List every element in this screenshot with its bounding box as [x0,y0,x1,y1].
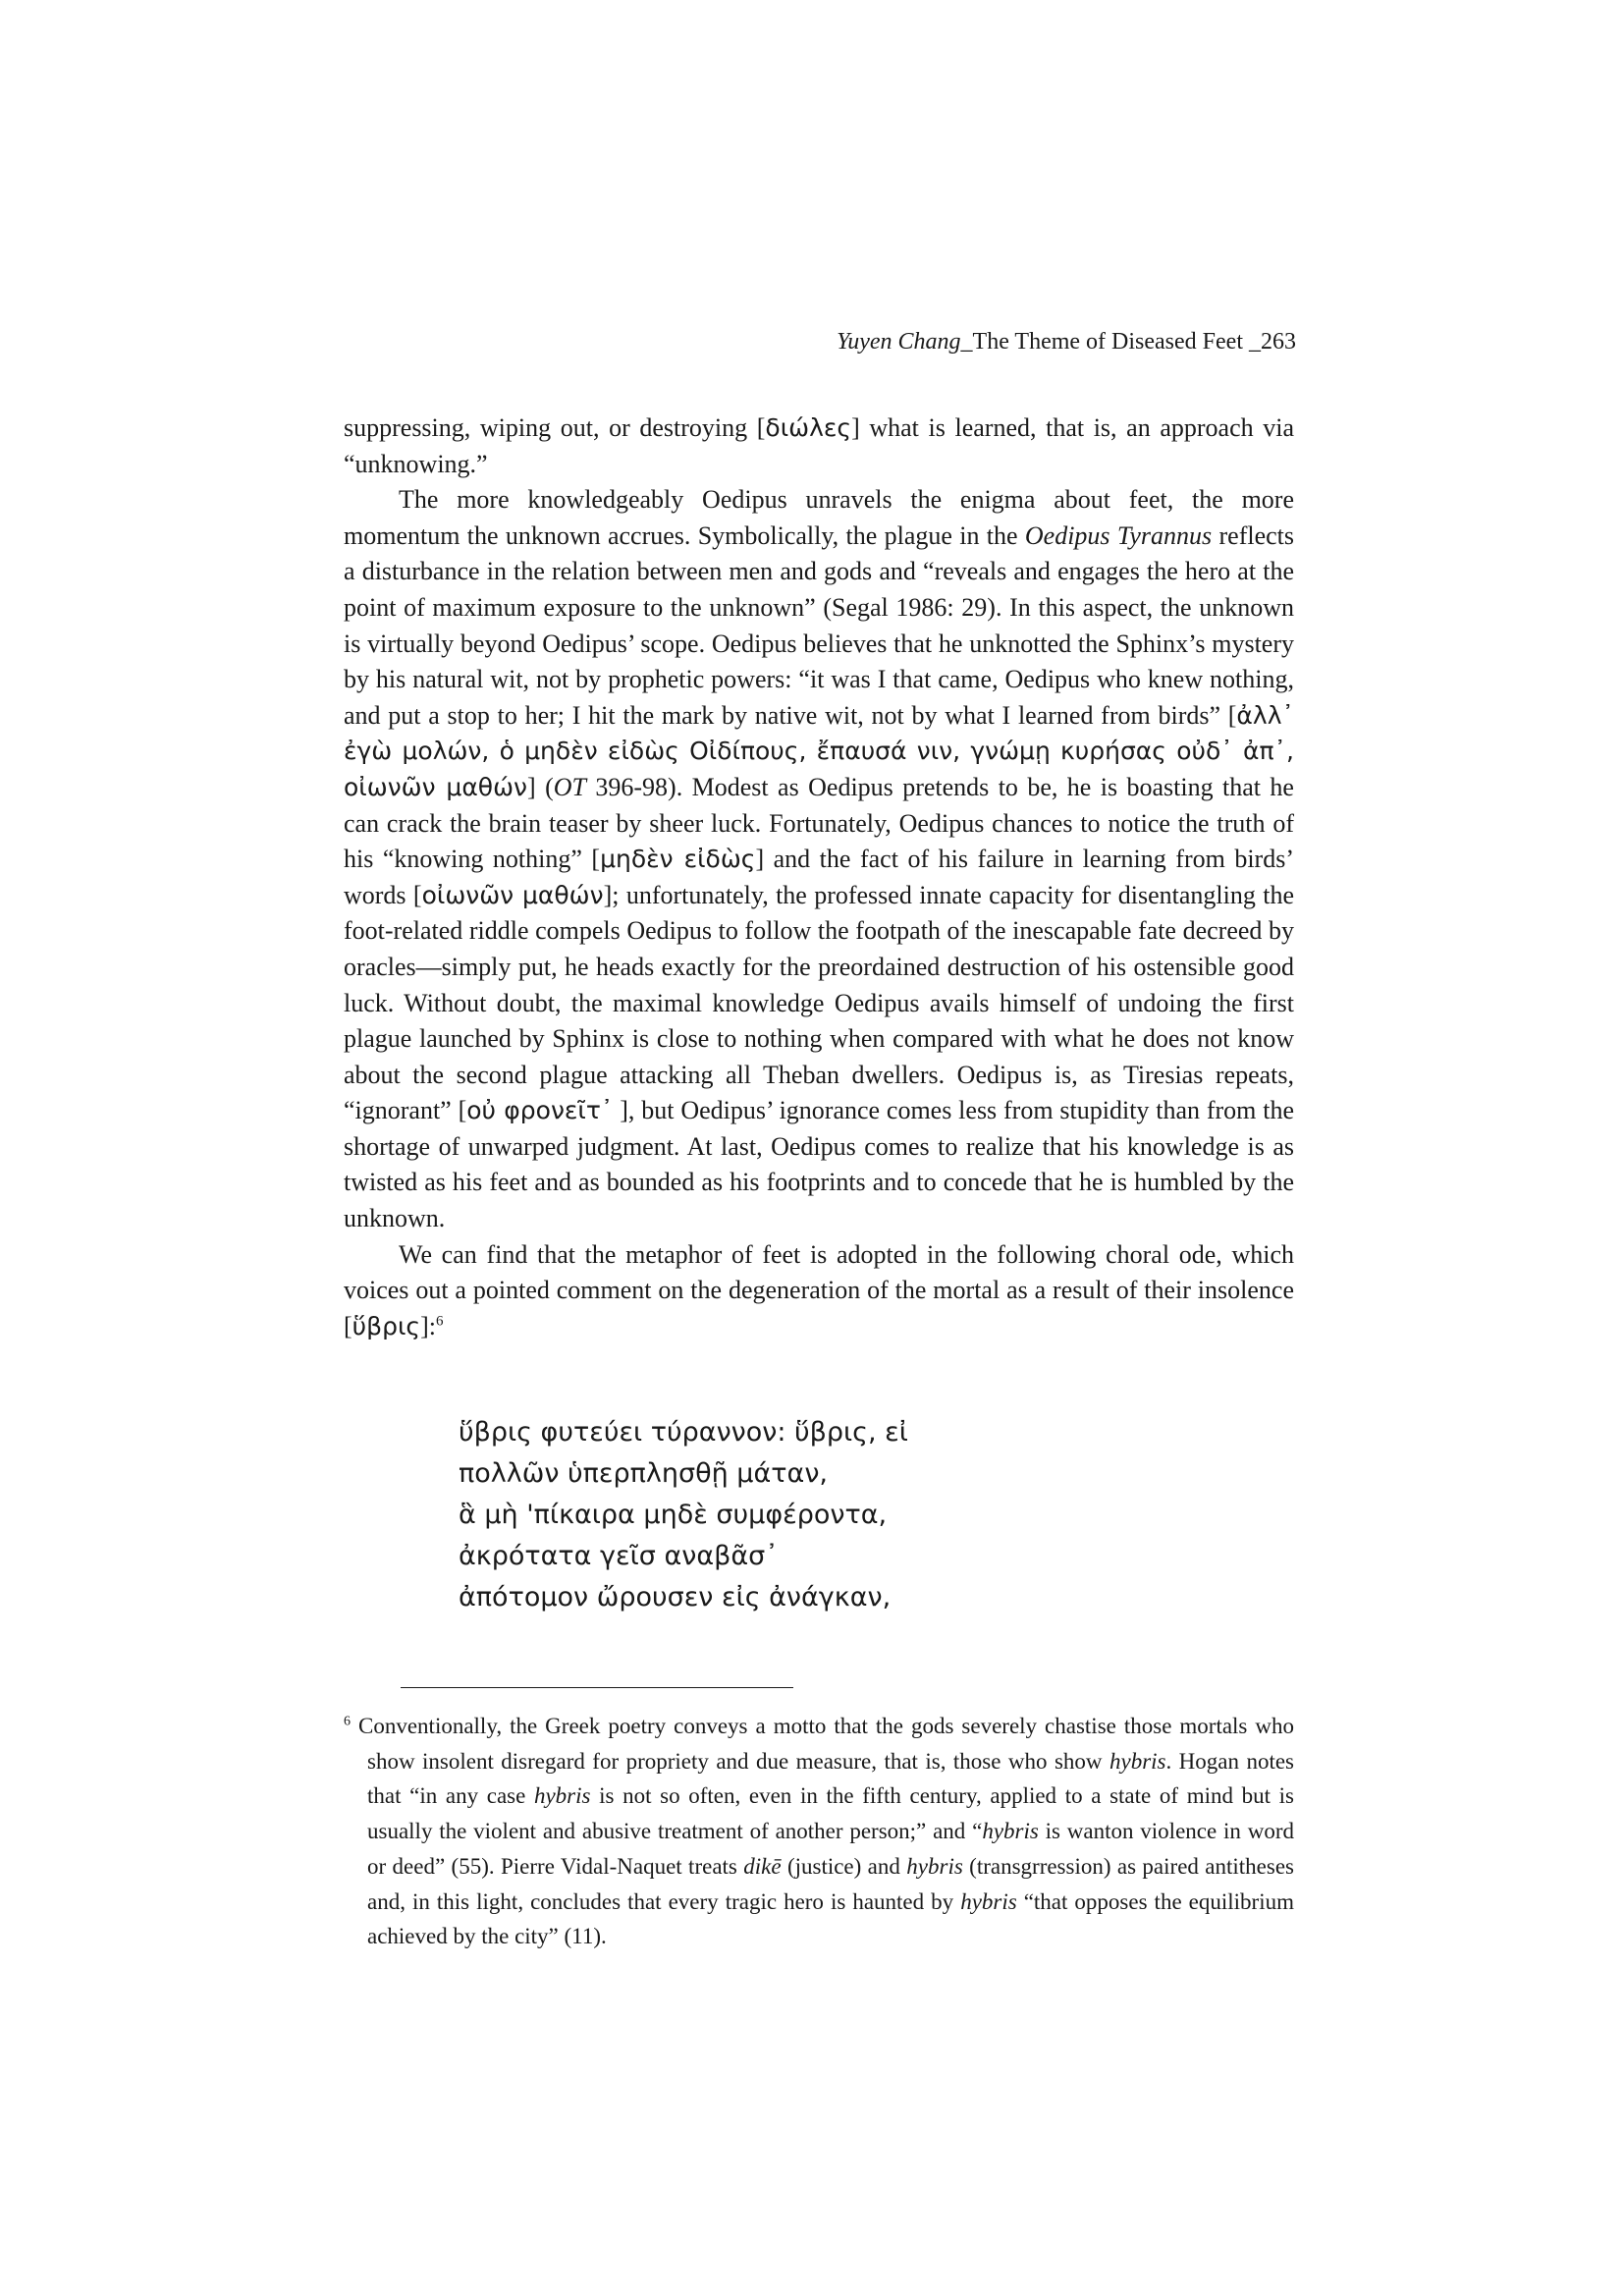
text-run: The more knowledgeably Oedipus unravels the enigma about feet, the more momentum the unknown accrues. Symbolically, the plague in the [344,485,1294,550]
paragraph-2 [344,482,1294,1236]
text-run: ] what is learned, that is, an approach via “unknowing.” [344,413,1294,478]
italic-term: hybris [960,1888,1017,1914]
choral-ode-verse [459,1412,908,1618]
text-run: Conventionally, the Greek poetry conveys a motto that the gods severely chastise those mortals who show insolent disregard for propriety and due measure, that is, those who show [351,1714,1294,1774]
italic-title: Oedipus Tyrannus [1024,520,1213,550]
text-run: suppressing, wiping out, or destroying [ [344,413,766,442]
paragraph-1 [344,410,1294,482]
header-separator: _ [960,329,973,355]
italic-term: dikē [743,1853,782,1879]
italic-term: hybris [982,1819,1039,1844]
verse-line: ἃ μὴ 'πίκαιρα μηδὲ συμφέροντα, [459,1500,888,1530]
greek-term: διώλες [765,413,852,442]
text-run: (justice) and [781,1853,907,1879]
italic-term: hybris [533,1783,591,1809]
text-run: We can find that the metaphor of feet is adopted in the following choral ode, which voices out a pointed comment on the degeneration of the mortal as a result of their insolence [ [344,1239,1294,1340]
italic-term: hybris [1109,1748,1166,1774]
text-run: ]: [420,1311,436,1340]
paragraph-3 [344,1237,1294,1345]
greek-term: ὕβρις [352,1311,421,1340]
text-run: . Hogan notes that “in any case [367,1748,1294,1809]
footnote-6 [344,1709,1294,1954]
greek-term: μηδὲν εἰδὼς [600,845,756,874]
text-run: 396-98). Modest as Oedipus pretends to be, he is boasting that he can crack the brain teaser by sheer luck. Fortunately, Oedipus chances to notice the truth of his “knowing nothing” [ [344,772,1294,874]
greek-term: οὐ φρονεῖτ᾽ [466,1096,614,1125]
running-header [837,327,1296,356]
footnote-body [344,1709,1294,1954]
text-run: (transgrression) as paired antitheses and, in this light, concludes that every tragic hero is haunted by [367,1853,1294,1914]
italic-term: hybris [906,1853,963,1879]
footnote-separator [401,1687,793,1688]
greek-term: οἰωνῶν μαθών [421,880,604,909]
header-title-page: The Theme of Diseased Feet _263 [972,329,1296,355]
footnote-reference[interactable]: 6 [435,1313,444,1330]
text-run: ]; unfortunately, the professed innate capacity for disentangling the foot-related riddle compels Oedipus to follow the footpath of the inescapable fate decreed by oracles—simply put, he heads exactly for the preordained destruction of his ostensible good luck. Without doubt, the maximal knowledge Oedipus avails himself of undoing the first plague launched by Sphinx is close to nothing when compared with what he does not know about the second plague attacking all Theban dwellers. Oedipus is, as Tiresias repeats, “ignorant” [ [344,880,1295,1125]
body-text [344,410,1294,1344]
text-run: “that opposes the equilibrium achieved by the city” (11). [367,1888,1295,1949]
footnote-number: 6 [344,1714,351,1729]
verse-line: ὕβρις φυτεύει τύραννον: ὕβρις, εἰ [459,1417,908,1448]
verse-line: πολλῶν ὑπερπλησθῇ μάταν, [459,1458,828,1489]
text-run: is not so often, even in the fifth century, applied to a state of mind but is usually the violent and abusive treatment of another person;” and “ [367,1783,1295,1844]
text-run: ], but Oedipus’ ignorance comes less from stupidity than from the shortage of unwarped judgment. At last, Oedipus comes to realize that his knowledge is as twisted as his feet and as bounded as his footprints and to concede that he is humbled by the unknown. [344,1096,1295,1233]
text-run: ] and the fact of his failure in learning from birds’ words [ [344,845,1294,909]
italic-abbreviation: OT [553,772,586,801]
text-run: is wanton violence in word or deed” (55). Pierre Vidal-Naquet treats [367,1819,1294,1879]
text-run: ] ( [527,772,554,801]
verse-line: ἀκρότατα γεῖσ αναβᾶσ᾽ [459,1541,779,1571]
text-run: reflects a disturbance in the relation between men and gods and “reveals and engages the hero at the point of maximum exposure to the unknown” (Segal 1986: 29). In this aspect, the unknown is virtually beyond Oedipus’ scope. Oedipus believes that he unknotted the Sphinx’s mystery by his natural wit, not by prophetic powers: “it was I that came, Oedipus who knew nothing, and put a stop to her; I hit the mark by native wit, not by what I learned from birds” [ [344,520,1294,730]
greek-quote: ἀλλ᾽ ἐγὼ μολών, ὁ μηδὲν εἰδὼς Οἰδίπους, ἔπαυσά νιν, γνώμῃ κυρήσας οὐδ᾽ ἀπ᾽, οἰωνῶν μαθών [344,700,1294,801]
header-author: Yuyen Chang [837,329,961,355]
verse-line: ἀπότομον ὤρουσεν εἰς ἀνάγκαν, [459,1582,892,1613]
